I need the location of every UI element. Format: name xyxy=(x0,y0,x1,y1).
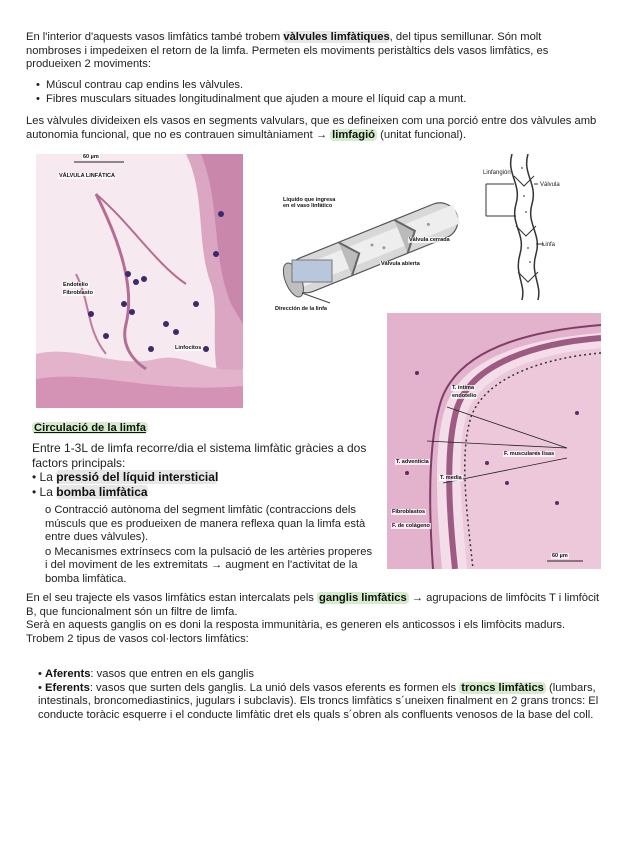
lymphatic-vessel-diagram xyxy=(272,175,472,317)
valvules-paragraph: Les vàlvules divideixen els vasos en segments valvulars, que es defineixen com una porció entre dos vàlvules amb autonomia funcional, que no es contrauen simultàniament → limfagió (unitat funcional). xyxy=(26,115,597,141)
label-f-colageno: F. de colágeno xyxy=(392,523,430,529)
micrograph-1-scale: 60 µm xyxy=(83,154,99,160)
eferents-item: • Eferents: vasos que surten dels ganglis. La unió dels vasos eferents es formen els troncs limfàtics (lumbars, intestinals, broncomediastinics, jugulars i subclavis). Els troncs limfàtics s´uneixen finalment en 2 grans troncs: El conducte toràcic esquerre i el conducte limfàtic dret els quals s´obren als confluents venosos de la base del coll. xyxy=(38,681,599,721)
label-direccion: Dirección de la linfa xyxy=(275,306,327,312)
subpoint-2: o Mecanismes extrínsecs com la pulsació de les artèries properes i del moviment de les extremitats → augment en l'activitat de la bomba limfàtica. xyxy=(45,545,373,585)
micrograph-lymphatic-valve xyxy=(36,154,243,408)
label-fibroblasto: Fibroblasto xyxy=(63,290,93,296)
micrograph-2-svg xyxy=(387,313,601,569)
bullet-item: • Fibres musculars situades longitudinalment que ajuden a moure el líquid cap a munt. xyxy=(34,93,594,107)
ganglis-section xyxy=(26,592,610,646)
label-liquido: Líquido que ingresa en el vaso linfático xyxy=(282,197,344,209)
micrograph-vessel-wall xyxy=(387,313,601,569)
factor-2: • La bomba limfàtica xyxy=(32,484,148,499)
label-t-intima: T. íntima xyxy=(452,385,475,391)
label-valvula-cerrada: Válvula cerrada xyxy=(409,237,450,243)
intro-bullets xyxy=(34,79,594,106)
label-endotelio: Endotelio xyxy=(63,282,89,288)
label-valvula: Válvula xyxy=(540,182,560,188)
lymphangion-diagram xyxy=(476,154,586,300)
ganglis-p1: En el seu trajecte els vasos limfàtics estan intercalats pels ganglis limfàtics → agrupacions de limfòcits T i limfòcit B, que funcionalment són un filtre de limfa. xyxy=(26,592,600,618)
circulacio-subpoints xyxy=(45,504,375,587)
circulacio-section xyxy=(32,441,372,499)
label-linfocitos: Linfocitos xyxy=(175,345,202,351)
micrograph-2-scale: 60 µm xyxy=(552,553,568,559)
ganglis-p2: Serà en aquests ganglis on es doni la resposta immunitària, es generen els anticossos i els limfòcits madurs. xyxy=(26,619,566,632)
circulacio-heading: Circulació de la limfa xyxy=(34,422,146,434)
label-f-musculares: F. musculares lisas xyxy=(504,451,555,457)
label-linfangion: Linfangión xyxy=(483,170,511,176)
factor-1: • La pressió del líquid intersticial xyxy=(32,470,219,484)
micrograph-1-title: VÁLVULA LINFÁTICA xyxy=(59,173,115,179)
label-fibroblastos: Fibroblastos xyxy=(392,509,426,515)
label-linfa: Linfa xyxy=(542,242,556,248)
micrograph-1-svg xyxy=(36,154,243,408)
aferents-item: • Aferents: vasos que entren en els ganglis xyxy=(38,668,254,680)
valvules-term: vàlvules limfàtiques xyxy=(283,31,390,43)
circulacio-intro: Entre 1-3L de limfa recorre/dia el sistema limfàtic gràcies a dos factors principals: xyxy=(32,441,367,470)
vasos-list xyxy=(38,668,610,722)
bullet-item: • Múscul contrau cap endins les vàlvules. xyxy=(34,79,594,93)
label-endotelio-2: endotelio xyxy=(452,393,477,399)
subpoint-1: o Contracció autònoma del segment limfàtic (contraccions dels músculs que es produeixen de manera reflexa quan la limfa està entre dues vàlvules). xyxy=(45,504,366,544)
ganglis-p3: Trobem 2 tipus de vasos col·lectors limfàtics: xyxy=(26,632,249,645)
limfagio-term: limfagió xyxy=(332,128,376,141)
intro-paragraph: En l'interior d'aquests vasos limfàtics també trobem vàlvules limfàtiques, del tipus semillunar. Són molt nombroses i impedeixen el retorn de la limfa. Permeten els moviments peristàltics dels vasos limfàtics, es produeixen 2 moviments: xyxy=(26,31,549,71)
label-t-media: T. media xyxy=(440,475,462,481)
label-t-adventicia: T. adventicia xyxy=(396,459,429,465)
label-valvula-abierta: Válvula abierta xyxy=(381,261,420,267)
